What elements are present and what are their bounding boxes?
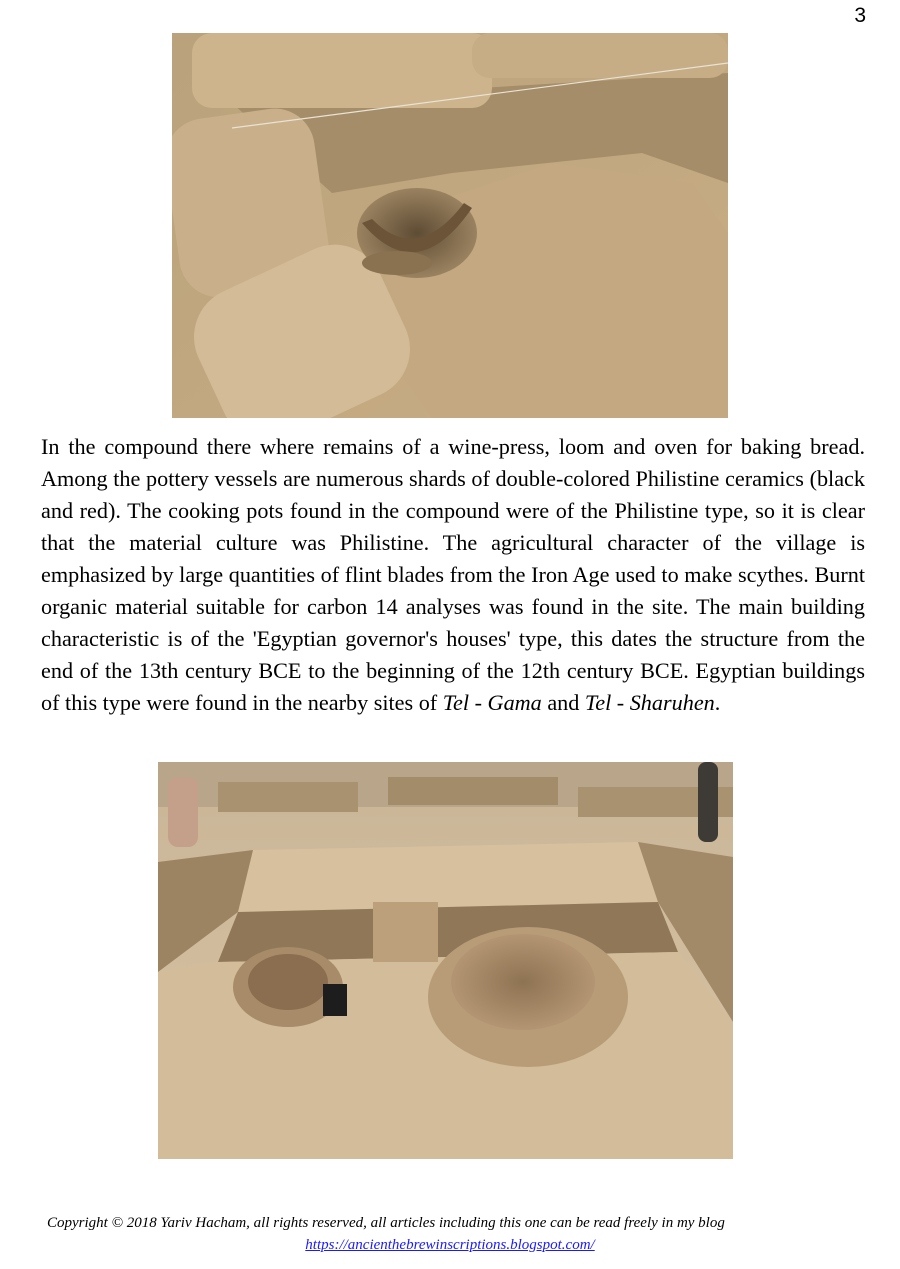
excavation-photo-bottom	[158, 762, 733, 1159]
page-number: 3	[854, 4, 866, 27]
body-text-end: .	[714, 690, 721, 715]
body-paragraph	[41, 431, 865, 719]
site-name-tel-sharuhen: Tel - Sharuhen	[584, 690, 715, 715]
site-name-tel-gama: Tel - Gama	[442, 690, 542, 715]
copyright-notice: Copyright © 2018 Yariv Hacham, all rights reserved, all articles including this one can be read freely in my blog	[47, 1215, 725, 1231]
body-text-and: and	[541, 690, 585, 715]
blog-link[interactable]: https://ancienthebrewinscriptions.blogspot.com/	[305, 1237, 595, 1253]
excavation-photo-pot-in-trench-icon	[172, 33, 728, 418]
excavation-photo-top	[172, 33, 728, 418]
excavation-photo-oven-structure-icon	[158, 762, 733, 1159]
body-text-main: In the compound there where remains of a wine-press, loom and oven for baking bread. Among the pottery vessels are numerous shards of double-colored Philistine ceramics (black and red). The cooking pots found in the compound were of the Philistine type, so it is clear that the material culture was Philistine. The agricultural character of the village is emphasized by large quantities of flint blades from the Iron Age used to make scythes. Burnt organic material suitable for carbon 14 analyses was found in the site. The main building characteristic is of the 'Egyptian governor's houses' type, this dates the structure from the end of the 13th century BCE to the beginning of the 12th century BCE. Egyptian buildings of this type were found in the nearby sites of	[41, 434, 865, 715]
